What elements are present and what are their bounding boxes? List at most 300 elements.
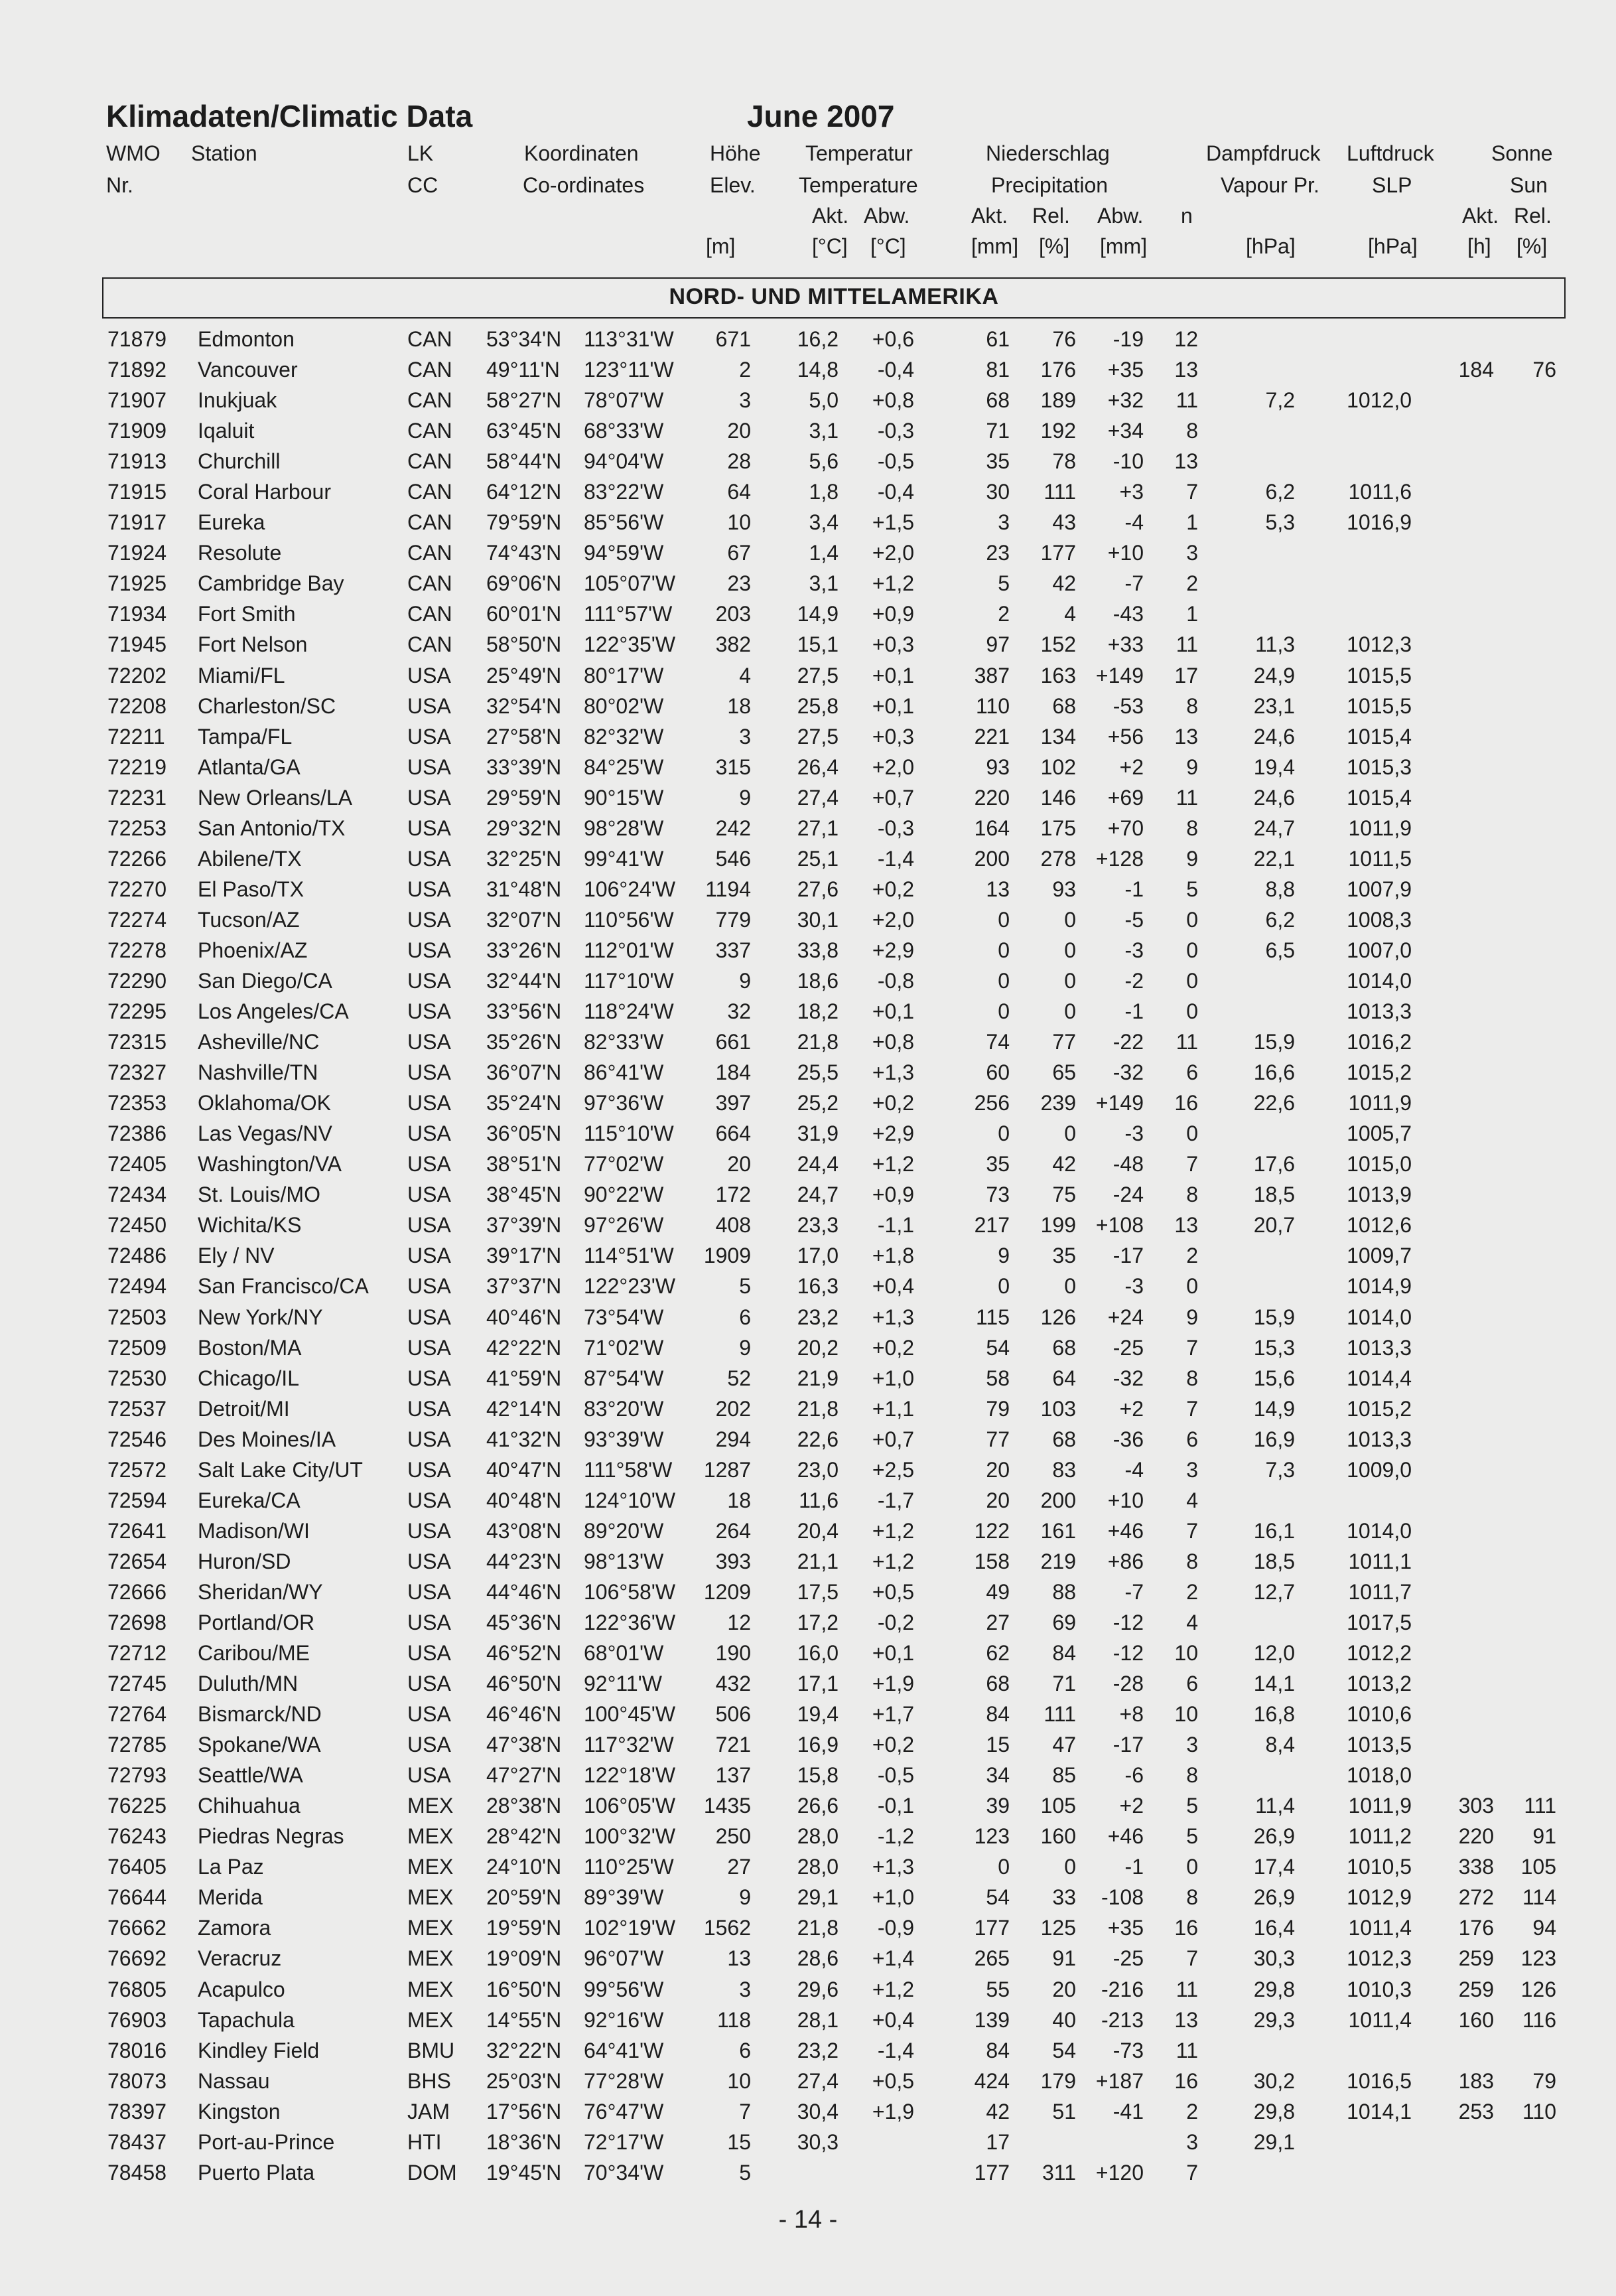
cell-vap: 11,4	[1255, 1794, 1295, 1818]
cell-n: 17	[1174, 663, 1198, 687]
cell-lon: 94°59'W	[584, 541, 664, 565]
cell-cc: USA	[407, 877, 451, 901]
cell-srel: 110	[1522, 2099, 1556, 2123]
cell-wmo: 71909	[107, 419, 167, 443]
cell-rel: 278	[1040, 846, 1076, 871]
cell-temp: 14,8	[797, 358, 839, 382]
cell-prec: 177	[974, 1916, 1010, 1940]
cell-temp: 21,8	[797, 1030, 839, 1054]
cell-tabw: -0,9	[877, 1916, 914, 1940]
cell-n: 13	[1174, 724, 1198, 749]
cell-name: Kingston	[198, 2099, 281, 2123]
cell-temp: 17,0	[797, 1244, 839, 1268]
cell-rel: 192	[1040, 419, 1076, 443]
cell-pabw: -213	[1101, 2007, 1144, 2032]
cell-lat: 36°05'N	[486, 1121, 562, 1146]
cell-rel: 47	[1052, 1733, 1076, 1757]
cell-lat: 33°39'N	[486, 754, 562, 779]
cell-lat: 19°09'N	[486, 1946, 562, 1971]
cell-cc: USA	[407, 1733, 451, 1757]
cell-prec: 220	[974, 785, 1010, 810]
cell-cc: USA	[407, 1610, 451, 1634]
table-row	[0, 2035, 1616, 2066]
cell-prec: 110	[975, 693, 1010, 718]
hdr-unit-m: [m]	[706, 234, 736, 258]
cell-prec: 79	[986, 1396, 1010, 1421]
hdr-sun-akt: Akt.	[1462, 204, 1499, 228]
cell-tabw: +0,2	[872, 1733, 914, 1757]
cell-lon: 89°39'W	[584, 1885, 664, 1910]
cell-vap: 16,1	[1253, 1518, 1295, 1543]
cell-tabw: +0,4	[872, 1274, 914, 1299]
cell-name: Boston/MA	[198, 1335, 302, 1360]
hdr-sonne: Sonne	[1491, 141, 1553, 165]
cell-prec: 9	[998, 1244, 1010, 1268]
cell-cc: USA	[407, 1366, 451, 1390]
cell-vap: 12,7	[1253, 1579, 1295, 1604]
cell-elev: 12	[727, 1610, 751, 1634]
hdr-elev: Elev.	[710, 173, 756, 197]
cell-tabw: -0,2	[877, 1610, 914, 1634]
cell-tabw: +0,9	[872, 602, 914, 626]
cell-wmo: 72386	[107, 1121, 167, 1146]
hdr-nr: Nr.	[106, 173, 133, 197]
cell-elev: 64	[727, 480, 751, 504]
cell-prec: 177	[974, 2160, 1010, 2185]
cell-slp: 1014,0	[1347, 1305, 1412, 1329]
cell-wmo: 76225	[107, 1794, 167, 1818]
cell-rel: 64	[1052, 1366, 1076, 1390]
hdr-sun: Sun	[1510, 173, 1548, 197]
cell-tabw: +2,0	[872, 907, 914, 932]
cell-tabw: +1,2	[872, 1549, 914, 1573]
cell-pabw: +108	[1095, 1213, 1144, 1238]
cell-slp: 1010,5	[1347, 1855, 1412, 1879]
cell-n: 13	[1174, 2007, 1198, 2032]
cell-n: 12	[1174, 327, 1198, 351]
cell-prec: 200	[974, 846, 1010, 871]
cell-name: Detroit/MI	[198, 1396, 290, 1421]
cell-prec: 58	[986, 1366, 1010, 1390]
cell-prec: 54	[986, 1335, 1010, 1360]
cell-prec: 2	[998, 602, 1010, 626]
table-row	[0, 1485, 1616, 1516]
cell-wmo: 72698	[107, 1610, 167, 1634]
cell-lon: 82°32'W	[584, 724, 664, 749]
cell-srel: 123	[1520, 1946, 1556, 1971]
cell-cc: CAN	[407, 327, 452, 351]
cell-cc: USA	[407, 1427, 451, 1451]
cell-lon: 83°22'W	[584, 480, 664, 504]
cell-tabw: -1,1	[877, 1213, 914, 1238]
cell-prec: 35	[986, 449, 1010, 474]
cell-vap: 29,1	[1253, 2129, 1295, 2154]
cell-name: Piedras Negras	[198, 1824, 344, 1849]
cell-name: Inukjuak	[198, 388, 277, 413]
cell-tabw: +0,4	[872, 2007, 914, 2032]
table-row	[0, 1516, 1616, 1546]
cell-n: 7	[1186, 1152, 1198, 1177]
cell-elev: 671	[715, 327, 751, 351]
cell-vap: 23,1	[1253, 693, 1295, 718]
cell-cc: JAM	[407, 2099, 450, 2123]
cell-temp: 27,4	[797, 785, 839, 810]
cell-sun: 338	[1458, 1855, 1494, 1879]
cell-wmo: 72641	[107, 1518, 167, 1543]
cell-prec: 27	[986, 1610, 1010, 1634]
cell-srel: 76	[1532, 358, 1556, 382]
cell-slp: 1016,2	[1347, 1030, 1412, 1054]
table-row	[0, 904, 1616, 935]
cell-lon: 89°20'W	[584, 1518, 664, 1543]
cell-lon: 90°15'W	[584, 785, 664, 810]
cell-wmo: 72219	[107, 754, 167, 779]
table-row	[0, 1149, 1616, 1179]
cell-name: Wichita/KS	[198, 1213, 302, 1238]
table-row	[0, 1302, 1616, 1332]
cell-elev: 6	[739, 1305, 751, 1329]
cell-lat: 32°54'N	[486, 693, 562, 718]
cell-name: Sheridan/WY	[198, 1579, 323, 1604]
cell-lon: 118°24'W	[584, 999, 674, 1024]
cell-tabw: +1,4	[872, 1946, 914, 1971]
cell-temp: 5,6	[809, 449, 839, 474]
cell-prec: 217	[974, 1213, 1010, 1238]
table-row	[0, 538, 1616, 568]
cell-name: Oklahoma/OK	[198, 1091, 331, 1115]
cell-wmo: 72405	[107, 1152, 167, 1177]
cell-lon: 98°13'W	[584, 1549, 664, 1573]
cell-rel: 75	[1052, 1183, 1076, 1207]
cell-sun: 183	[1458, 2068, 1494, 2093]
cell-cc: USA	[407, 1152, 451, 1177]
cell-lon: 64°41'W	[584, 2038, 664, 2062]
cell-temp: 29,6	[797, 1977, 839, 2001]
cell-n: 16	[1174, 2068, 1198, 2093]
cell-tabw: -0,4	[877, 358, 914, 382]
cell-lat: 58°50'N	[486, 632, 562, 657]
cell-lon: 98°28'W	[584, 816, 664, 840]
cell-cc: BMU	[407, 2038, 455, 2062]
cell-vap: 20,7	[1253, 1213, 1295, 1238]
cell-lat: 40°48'N	[486, 1488, 562, 1512]
cell-wmo: 76662	[107, 1916, 167, 1940]
cell-temp: 29,1	[797, 1885, 839, 1910]
cell-pabw: +2	[1119, 1396, 1144, 1421]
cell-name: Ely / NV	[198, 1244, 275, 1268]
cell-temp: 24,7	[797, 1183, 839, 1207]
cell-wmo: 71934	[107, 602, 167, 626]
cell-wmo: 72211	[107, 724, 165, 749]
cell-rel: 219	[1040, 1549, 1076, 1573]
cell-sun: 176	[1458, 1916, 1494, 1940]
cell-vap: 7,2	[1265, 388, 1295, 413]
cell-rel: 65	[1052, 1060, 1076, 1085]
cell-prec: 71	[986, 419, 1010, 443]
cell-lon: 71°02'W	[584, 1335, 664, 1360]
cell-prec: 256	[974, 1091, 1010, 1115]
cell-elev: 3	[739, 388, 751, 413]
cell-elev: 264	[715, 1518, 751, 1543]
cell-elev: 10	[727, 510, 751, 535]
cell-rel: 134	[1040, 724, 1076, 749]
cell-lon: 77°28'W	[584, 2068, 664, 2093]
cell-prec: 55	[986, 1977, 1010, 2001]
cell-elev: 202	[715, 1396, 751, 1421]
cell-temp: 17,2	[797, 1610, 839, 1634]
cell-pabw: +10	[1107, 1488, 1144, 1512]
cell-slp: 1012,2	[1347, 1641, 1412, 1666]
cell-vap: 15,9	[1253, 1030, 1295, 1054]
cell-rel: 0	[1064, 1855, 1076, 1879]
cell-elev: 1194	[705, 877, 751, 901]
cell-name: San Diego/CA	[198, 968, 332, 993]
cell-prec: 49	[986, 1579, 1010, 1604]
cell-srel: 105	[1520, 1855, 1556, 1879]
cell-temp: 3,1	[809, 419, 839, 443]
cell-wmo: 72546	[107, 1427, 167, 1451]
cell-name: Churchill	[198, 449, 281, 474]
hdr-temperature: Temperature	[799, 173, 918, 197]
cell-elev: 184	[715, 1060, 751, 1085]
cell-prec: 39	[986, 1794, 1010, 1818]
cell-name: Salt Lake City/UT	[198, 1457, 363, 1482]
cell-lon: 94°04'W	[584, 449, 664, 474]
cell-vap: 30,2	[1253, 2068, 1295, 2093]
cell-lon: 122°36'W	[584, 1610, 676, 1634]
cell-name: Madison/WI	[198, 1518, 310, 1543]
cell-prec: 0	[998, 907, 1010, 932]
cell-pabw: -108	[1101, 1885, 1144, 1910]
table-row	[0, 1638, 1616, 1668]
cell-prec: 123	[974, 1824, 1010, 1849]
table-row	[0, 1729, 1616, 1760]
cell-n: 8	[1186, 1885, 1198, 1910]
cell-elev: 1909	[703, 1244, 751, 1268]
cell-n: 1	[1186, 510, 1198, 535]
cell-cc: USA	[407, 1183, 451, 1207]
cell-pabw: -7	[1124, 1579, 1144, 1604]
cell-cc: USA	[407, 1274, 451, 1299]
cell-pabw: -7	[1124, 571, 1144, 596]
cell-pabw: -53	[1112, 693, 1144, 718]
cell-name: Tapachula	[198, 2007, 295, 2032]
cell-rel: 160	[1040, 1824, 1076, 1849]
table-row	[0, 2066, 1616, 2096]
cell-pabw: -17	[1112, 1244, 1144, 1268]
cell-temp: 30,4	[797, 2099, 839, 2123]
cell-lon: 106°24'W	[584, 877, 676, 901]
table-row	[0, 874, 1616, 904]
cell-temp: 20,2	[797, 1335, 839, 1360]
cell-cc: USA	[407, 1213, 451, 1238]
cell-tabw: +1,1	[872, 1396, 914, 1421]
table-row	[0, 629, 1616, 660]
cell-wmo: 72266	[107, 846, 167, 871]
cell-pabw: +128	[1095, 846, 1144, 871]
cell-rel: 84	[1052, 1641, 1076, 1666]
cell-temp: 14,9	[797, 602, 839, 626]
cell-vap: 24,7	[1253, 816, 1295, 840]
cell-slp: 1015,2	[1347, 1396, 1412, 1421]
table-row	[0, 354, 1616, 385]
cell-pabw: -73	[1112, 2038, 1144, 2062]
cell-tabw: +0,6	[872, 327, 914, 351]
cell-wmo: 71915	[107, 480, 167, 504]
cell-slp: 1014,0	[1347, 1518, 1412, 1543]
cell-pabw: +2	[1119, 1794, 1144, 1818]
cell-rel: 111	[1044, 1702, 1076, 1727]
cell-wmo: 72712	[107, 1641, 167, 1666]
cell-slp: 1017,5	[1347, 1610, 1412, 1634]
table-row	[0, 1790, 1616, 1821]
cell-elev: 118	[716, 2007, 751, 2032]
cell-lat: 32°25'N	[486, 846, 562, 871]
cell-cc: USA	[407, 816, 451, 840]
cell-pabw: -12	[1112, 1610, 1144, 1634]
cell-lon: 111°57'W	[584, 602, 673, 626]
hdr-unit-mm-abw: [mm]	[1100, 234, 1148, 258]
cell-prec: 139	[974, 2007, 1010, 2032]
cell-sun: 184	[1458, 358, 1494, 382]
cell-pabw: -1	[1124, 999, 1144, 1024]
cell-wmo: 71907	[107, 388, 167, 413]
cell-lon: 93°39'W	[584, 1427, 664, 1451]
cell-name: Des Moines/IA	[198, 1427, 336, 1451]
cell-lon: 111°58'W	[584, 1457, 673, 1482]
cell-lat: 29°59'N	[486, 785, 562, 810]
cell-temp: 25,2	[797, 1091, 839, 1115]
cell-cc: CAN	[407, 632, 452, 657]
cell-vap: 16,8	[1253, 1702, 1295, 1727]
cell-rel: 105	[1040, 1794, 1076, 1818]
hdr-n: n	[1181, 204, 1193, 228]
cell-tabw: +1,7	[872, 1702, 914, 1727]
cell-elev: 337	[715, 938, 751, 962]
cell-tabw: +0,5	[872, 1579, 914, 1604]
cell-n: 4	[1186, 1610, 1198, 1634]
cell-prec: 84	[986, 1702, 1010, 1727]
cell-temp: 19,4	[797, 1702, 839, 1727]
cell-slp: 1011,9	[1348, 816, 1412, 840]
table-row	[0, 1394, 1616, 1424]
cell-prec: 81	[986, 358, 1010, 382]
table-row	[0, 1424, 1616, 1455]
cell-elev: 9	[739, 1885, 751, 1910]
cell-slp: 1011,2	[1348, 1824, 1412, 1849]
cell-lon: 105°07'W	[584, 571, 676, 596]
cell-tabw: -1,2	[877, 1824, 914, 1849]
cell-tabw: +0,2	[872, 1335, 914, 1360]
cell-vap: 24,6	[1253, 785, 1295, 810]
cell-vap: 15,9	[1253, 1305, 1295, 1329]
cell-lat: 42°22'N	[486, 1335, 562, 1360]
cell-prec: 23	[986, 541, 1010, 565]
cell-rel: 200	[1040, 1488, 1076, 1512]
table-row	[0, 935, 1616, 966]
cell-slp: 1013,3	[1347, 999, 1412, 1024]
cell-slp: 1014,4	[1347, 1366, 1412, 1390]
cell-elev: 52	[727, 1366, 751, 1390]
cell-prec: 0	[998, 1121, 1010, 1146]
cell-vap: 29,8	[1253, 2099, 1295, 2123]
cell-pabw: +46	[1107, 1518, 1144, 1543]
hdr-slp: SLP	[1372, 173, 1412, 197]
cell-lat: 35°24'N	[486, 1091, 562, 1115]
cell-name: Eureka/CA	[198, 1488, 301, 1512]
cell-tabw: -0,3	[877, 419, 914, 443]
hdr-temperatur: Temperatur	[805, 141, 913, 165]
cell-temp: 23,0	[797, 1457, 839, 1482]
cell-rel: 179	[1040, 2068, 1076, 2093]
cell-rel: 76	[1052, 327, 1076, 351]
cell-wmo: 76644	[107, 1885, 167, 1910]
cell-sun: 303	[1458, 1794, 1494, 1818]
cell-lat: 33°26'N	[486, 938, 562, 962]
cell-prec: 68	[986, 1672, 1010, 1696]
cell-n: 16	[1174, 1091, 1198, 1115]
cell-tabw: +0,2	[872, 877, 914, 901]
cell-elev: 1435	[703, 1794, 751, 1818]
cell-elev: 10	[727, 2068, 751, 2093]
table-row	[0, 1821, 1616, 1851]
cell-name: Portland/OR	[198, 1610, 315, 1634]
cell-lon: 68°01'W	[584, 1641, 664, 1666]
cell-lat: 47°38'N	[486, 1733, 562, 1757]
cell-n: 7	[1186, 1518, 1198, 1543]
cell-name: Puerto Plata	[198, 2160, 315, 2185]
cell-pabw: -4	[1124, 510, 1144, 535]
cell-lon: 122°35'W	[584, 632, 676, 657]
cell-pabw: -19	[1112, 327, 1144, 351]
cell-tabw: +2,0	[872, 541, 914, 565]
cell-lon: 87°54'W	[584, 1366, 664, 1390]
cell-rel: 40	[1052, 2007, 1076, 2032]
cell-lat: 31°48'N	[486, 877, 562, 901]
cell-sun: 259	[1458, 1977, 1494, 2001]
cell-n: 4	[1186, 1488, 1198, 1512]
cell-prec: 387	[974, 663, 1010, 687]
cell-lon: 99°56'W	[584, 1977, 664, 2001]
cell-lon: 110°56'W	[584, 907, 674, 932]
cell-pabw: -5	[1124, 907, 1144, 932]
cell-n: 3	[1186, 541, 1198, 565]
cell-tabw: +2,9	[872, 938, 914, 962]
cell-lon: 106°58'W	[584, 1579, 676, 1604]
cell-temp: 27,5	[797, 724, 839, 749]
hdr-sun-rel: Rel.	[1514, 204, 1552, 228]
cell-lon: 97°36'W	[584, 1091, 664, 1115]
cell-lat: 40°46'N	[486, 1305, 562, 1329]
cell-lat: 39°17'N	[486, 1244, 562, 1268]
cell-name: Veracruz	[198, 1946, 282, 1971]
cell-name: New York/NY	[198, 1305, 323, 1329]
hdr-lk: LK	[407, 141, 434, 165]
cell-pabw: +8	[1119, 1702, 1144, 1727]
cell-wmo: 72503	[107, 1305, 167, 1329]
cell-temp: 21,9	[797, 1366, 839, 1390]
cell-slp: 1013,3	[1347, 1335, 1412, 1360]
cell-sun: 220	[1458, 1824, 1494, 1849]
cell-rel: 102	[1040, 754, 1076, 779]
cell-vap: 5,3	[1265, 510, 1295, 535]
cell-name: Miami/FL	[198, 663, 285, 687]
cell-wmo: 72537	[107, 1396, 167, 1421]
table-row	[0, 2157, 1616, 2188]
cell-wmo: 72327	[107, 1060, 167, 1085]
table-row	[0, 660, 1616, 691]
cell-prec: 221	[974, 724, 1010, 749]
